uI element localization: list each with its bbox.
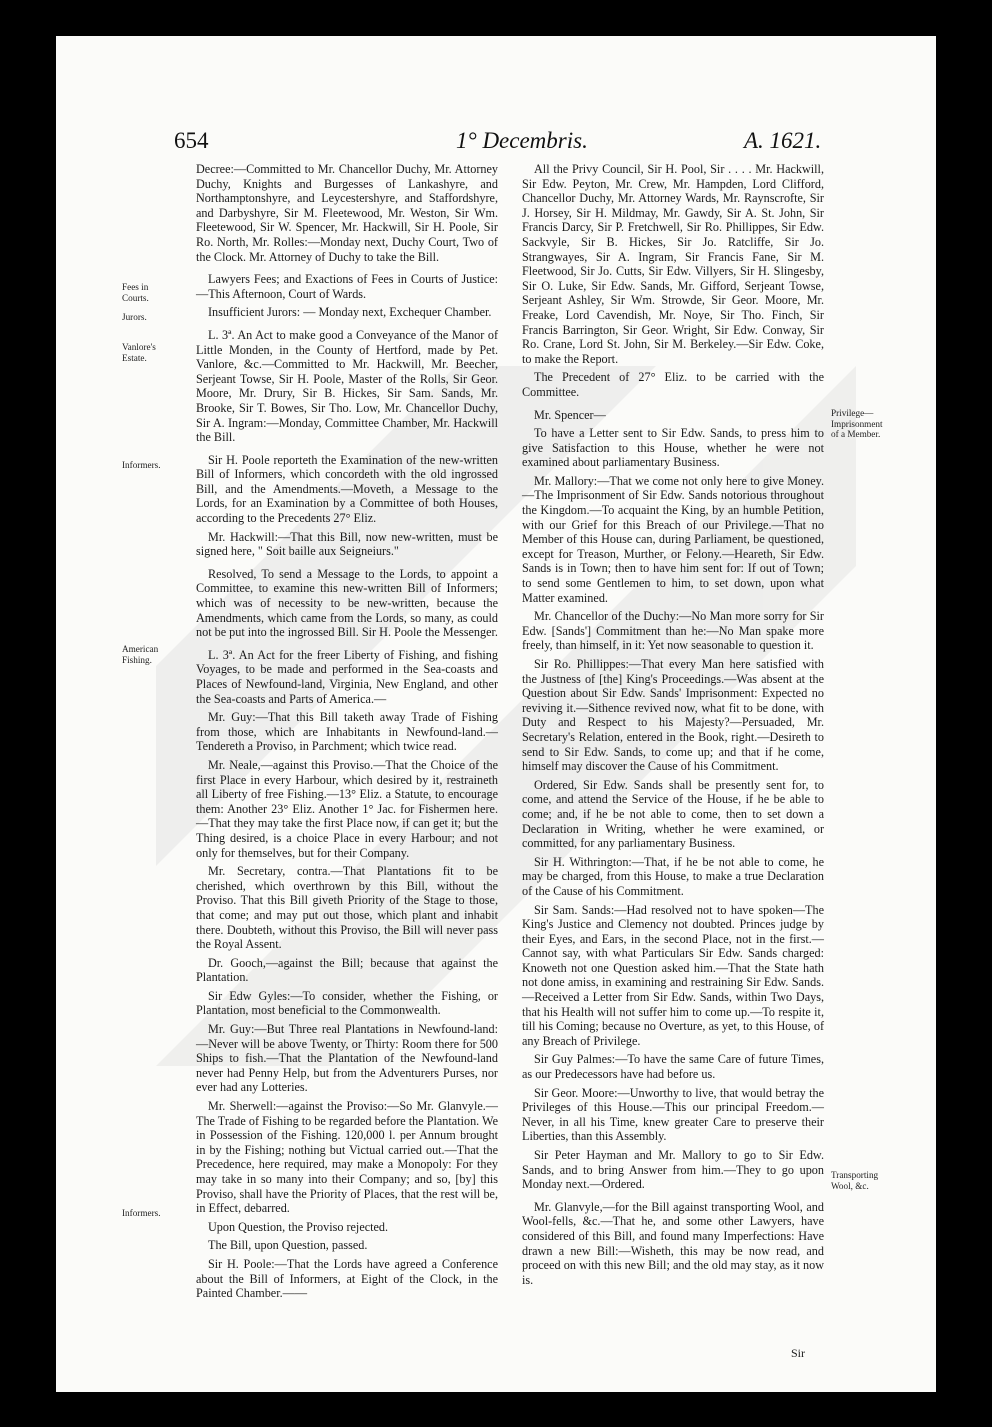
paragraph: The Precedent of 27° Eliz. to be carried with the Committee. <box>522 370 824 399</box>
paragraph: Lawyers Fees; and Exactions of Fees in Courts of Justice:—This Afternoon, Court of Wards. <box>196 272 498 301</box>
page-date: 1° Decembris. <box>456 128 588 153</box>
paragraph: Mr. Guy:—But Three real Plantations in Newfound-land:—Never will be above Twenty, or Thirty: Room there for 500 Ships to fish.—That the Plantation of the Newfound-land never had Penny Help, but from the Adventurers Purses, nor ever had any Lotteries. <box>196 1022 498 1095</box>
catchword: Sir <box>791 1346 806 1360</box>
paragraph: Sir Ro. Phillippes:—That every Man here satisfied with the Justness of [the] King's Proceedings.—Was absent at the Question about Sir Edw. Sands' Imprisonment: Expected no reviving it.—Sithence revived now, what fit to be done, with Duty and Respect to his Majesty?—Persuaded, Mr. Secretary's Relation, entered in the Book, right.—Desireth to send to Sir Edw. Sands, to come up; and that if he come, himself may discover the Cause of his Commitment. <box>522 657 824 774</box>
paragraph: Sir H. Poole:—That the Lords have agreed a Conference about the Bill of Informers, at Eight of the Clock, in the Painted Chamber.—— <box>196 1256 498 1301</box>
document-page <box>56 36 936 1392</box>
paragraph: Mr. Secretary, contra.—That Plantations fit to be cherished, which overthrown by this Bill, without the Proviso. That this Bill giveth Priority of the Stage to those, that come; and may put out those, which plant and inhabit there. Doubteth, without this Proviso, the Bill will never pass the Royal Assent. <box>196 864 498 952</box>
paragraph: Ordered, Sir Edw. Sands shall be presently sent for, to come, and attend the Service of the House, if he be able to come; and, if he be not able to come, then to set down a Declaration in Writing, whether he were examined, or committed, for any parliamentary Business. <box>522 777 824 851</box>
speaker-heading: Mr. Spencer— <box>534 407 606 422</box>
paragraph: Sir Peter Hayman and Mr. Mallory to go to Sir Edw. Sands, and to bring Answer from him.—They to go upon Monday next.—Ordered. <box>522 1148 824 1192</box>
page-year: A. 1621. <box>744 128 822 153</box>
paragraph: The Bill, upon Question, passed. <box>208 1238 368 1253</box>
right-column <box>522 162 824 1291</box>
paragraph: Mr. Sherwell:—against the Proviso:—So Mr. Glanvyle.—The Trade of Fishing to be regarded before the Plantation. We in Possession of the Fishing. 120,000 l. per Annum brought in by the Fishing; nothing but Victual carried out.—That the Precedence, here required, may make a Monopoly: For they may take in so many into their Company; and so, [by] this Proviso, shall have the Priority of Places, that the rest will be, in Effect, debarred. <box>196 1099 498 1216</box>
paragraph: Mr. Guy:—That this Bill taketh away Trade of Fishing from those, which are Inhabitants in Newfound-land.—Tendereth a Proviso, in Parchment; which twice read. <box>196 710 498 754</box>
paragraph: Insufficient Jurors: — Monday next, Exchequer Chamber. <box>208 305 492 320</box>
paragraph: Sir Geor. Moore:—Unworthy to live, that would betray the Privileges of this House.—This our principal Freedom.—Never, in all his Time, knew greater Care to preserve their Liberties, than this Assembly. <box>522 1085 824 1144</box>
margin-note-jurors: Jurors. <box>122 312 147 322</box>
paragraph: Mr. Glanvyle,—for the Bill against transporting Wool, and Wool-fells, &c.—That he, and some other Lawyers, have considered of this Bill, and found many Imperfections: Have drawn a new Bill:—Wisheth, this may be now read, and proceed on with this new Bill; and the old may stay, as it now is. <box>522 1199 824 1287</box>
margin-note-american-fishing: American Fishing. <box>122 644 159 665</box>
margin-note-informers: Informers. <box>122 460 161 470</box>
margin-note-privilege: Privilege—Imprisonment of a Member. <box>831 408 883 439</box>
margin-note-fees: Fees in Courts. <box>122 282 149 303</box>
paragraph: Dr. Gooch,—against the Bill; because that against the Plantation. <box>196 955 498 985</box>
paragraph: Mr. Mallory:—That we come not only here to give Money.—The Imprisonment of Sir Edw. Sands notorious throughout the Kingdom.—To acquaint the King, by an humble Petition, with our Grief for this Breach of our Privilege.—That no Member of this House can, during Parliament, be questioned, except for Treason, Murther, or Felony.—Heareth, Sir Edw. Sands is in Town; then to have him sent for: If out of Town; to send some Gentlemen to him, to set down, upon what Matter examined. <box>522 473 824 605</box>
paragraph: Sir H. Withrington:—That, if he be not able to come, he may be charged, from this House, to make a true Declaration of the Cause of his Commitment. <box>522 854 824 898</box>
paragraph: L. 3ª. An Act for the freer Liberty of Fishing, and fishing Voyages, to be made and performed in the Sea-coasts and Places of Newfound-land, Virginia, New England, and other the Sea-coasts and Parts of America.— <box>196 647 498 706</box>
page-number: 654 <box>174 128 209 153</box>
paragraph: Mr. Neale,—against this Proviso.—That the Choice of the first Place in every Harbour, which desired by it, restraineth all Liberty of free Fishing.—13° Eliz. a Statute, to encourage them: Another 23° Eliz. Another 1° Jac. for Fishermen here.—That they may take the first Place now, if can get it; but the Thing desired, is a choice Place in every Harbour; and not only for themselves, but for their Company. <box>196 757 498 860</box>
margin-note-vanlore: Vanlore's Estate. <box>122 342 156 363</box>
paragraph: Sir Guy Palmes:—To have the same Care of future Times, as our Predecessors have had before us. <box>522 1052 824 1082</box>
paragraph: All the Privy Council, Sir H. Pool, Sir . . . . Mr. Hackwill, Sir Edw. Peyton, Mr. Crew, Mr. Hampden, Lord Clifford, Chancellor Duchy, Mr. Attorney Wards, Mr. Raynscrofte, Sir J. Horsey, Sir H. Mildmay, Mr. Gawdy, Sir A. St. John, Sir Francis Darcy, Sir P. Fretchwell, Sir Ro. Phillippes, Sir Edw. Sackvyle, Sir B. Hickes, Sir Jo. Ratcliffe, Sir Jo. Strangwayes, Sir A. Ingram, Sir Francis Fane, Sir M. Fleetwood, Sir Jo. Cutts, Sir Edw. Villyers, Sir H. Slingesby, Sir O. Luke, Sir Edw. Sands, Mr. Gifford, Serjeant Towse, Serjeant Ashley, Sir Wm. Strowde, Sir Geor. Moore, Mr. Freake, Lord Cavendish, Mr. Noye, Sir Tho. Finch, Sir Francis Barrington, Sir Geor. Wright, Sir Edw. Conway, Sir Ro. Crane, Lord St. John, Sir M. Berkeley.—Sir Edw. Coke, to make the Report. <box>522 162 824 366</box>
paragraph: Decree:—Committed to Mr. Chancellor Duchy, Mr. Attorney Duchy, Knights and Burgesses of Lankashyre, and Northamptonshyre, and Leycestershyre, and Staffordshyre, and Darbyshyre, Sir M. Fleetewood, Mr. Weston, Sir Wm. Fleetewood, Sir W. Spencer, Mr. Hackwill, Sir H. Poole, Sir Ro. North, Mr. Rolles:—Monday next, Duchy Court, Two of the Clock. Mr. Attorney of Duchy to take the Bill. <box>196 162 498 264</box>
left-column <box>196 162 498 1305</box>
paragraph: L. 3ª. An Act to make good a Conveyance of the Manor of Little Monden, in the County of Hertford, made by Pet. Vanlore, &c.—Committed to Mr. Hackwill, Mr. Beecher, Serjeant Towse, Sir H. Poole, Master of the Rolls, Sir Geor. Moore, Mr. Drury, Sir B. Hickes, Sir Sam. Sands, Mr. Brooke, Sir T. Bowes, Sir Tho. Low, Mr. Chancellor Duchy, Sir A. Ingram:—Monday, Committee Chamber, Mr. Hackwill the Bill. <box>196 327 498 445</box>
paragraph: Resolved, To send a Message to the Lords, to appoint a Committee, to examine this new-written Bill of Informers; which was of necessity to be new-written, because the Amendments, which came from the Lords, so many, as could not be put into the ingrossed Bill. Sir H. Poole the Messenger. <box>196 566 498 640</box>
paragraph: Mr. Chancellor of the Duchy:—No Man more sorry for Sir Edw. [Sands'] Commitment than he:—No Man spake more freely, than himself, in it: Yet now seasonable to question it. <box>522 609 824 653</box>
paragraph: Upon Question, the Proviso rejected. <box>208 1219 389 1234</box>
paragraph: Sir Edw Gyles:—To consider, whether the Fishing, or Plantation, most beneficial to the Commonwealth. <box>196 988 498 1018</box>
paragraph: Sir Sam. Sands:—Had resolved not to have spoken—The King's Justice and Clemency not doubted. Princes judge by their Eyes, and Ears, in the second Place, not in the first.—Cannot say, with what Particulars Sir Edw. Sands charged: Knoweth not one Question asked him.—That the State hath not done amiss, in examining and restraining Sir Edw. Sands.—Received a Letter from Sir Edw. Sands, within Two Days, that his Health will not suffer him to come up.—To respite it, till his Coming; because no Overture, as yet, to this House, of any Breach of Privilege. <box>522 902 824 1048</box>
margin-note-informers-2: Informers. <box>122 1208 161 1218</box>
paragraph: To have a Letter sent to Sir Edw. Sands, to press him to give Satisfaction to this House, whether he were not examined about parliamentary Business. <box>522 426 824 470</box>
paragraph: Mr. Hackwill:—That this Bill, now new-written, must be signed here, " Soit baille aux Seigneiurs." <box>196 529 498 559</box>
margin-note-wool: Transporting Wool, &c. <box>831 1170 879 1191</box>
paragraph: Sir H. Poole reporteth the Examination of the new-written Bill of Informers, which concordeth with the old ingrossed Bill, and the Amendments.—Moveth, a Message to the Lords, for an Examination by a Committee of both Houses, according to the Precedents 27° Eliz. <box>196 452 498 526</box>
